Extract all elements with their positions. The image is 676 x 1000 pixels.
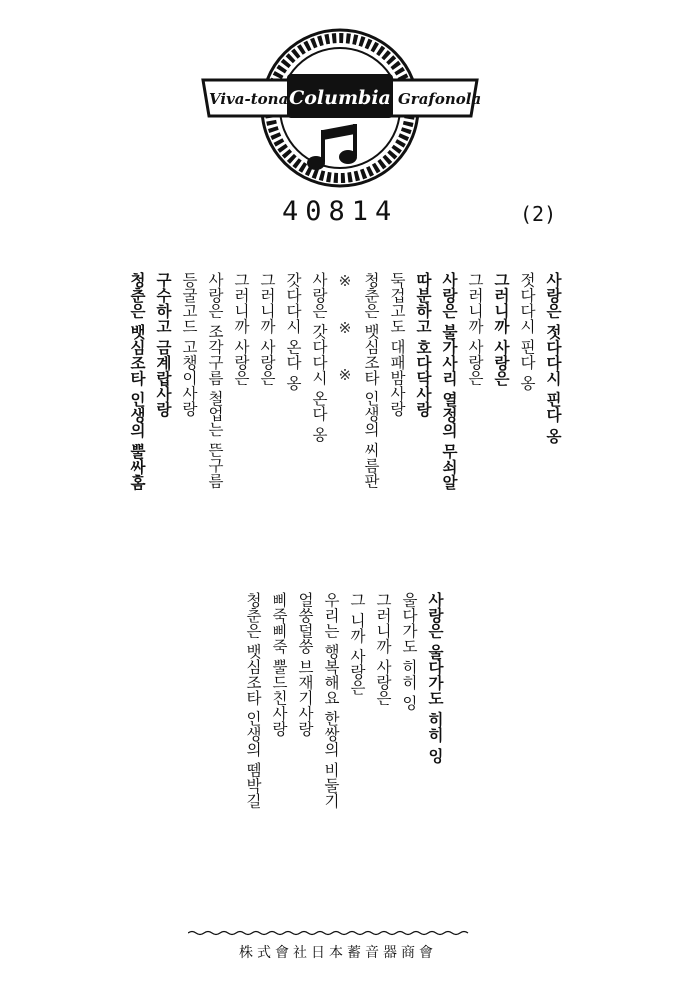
lyric-column: 그러니까 사랑은	[466, 272, 484, 386]
footer-divider	[188, 930, 470, 936]
lyric-column: 얼쑹덜쑹 브재기사랑	[296, 592, 314, 737]
lyric-column: 갓다다시 온다 옹	[284, 272, 302, 391]
lyric-column: 그 니까 사랑은	[348, 592, 366, 695]
lyrics-bottom-block	[234, 592, 442, 808]
lyric-column: 그러니까 사랑은	[258, 272, 276, 386]
lyric-column: 울다가도 히히 잉	[400, 592, 418, 711]
lyric-column: 청춘은 뱃심조타 인생의 뗌박길	[244, 592, 262, 809]
lyric-column: 청춘은 뱃심조타 인생의 씨름판	[362, 272, 380, 489]
lyric-column: 그러니까 사랑은	[232, 272, 250, 386]
lyric-column: 젓다다시 핀다 옹	[518, 272, 536, 391]
lyric-column: 그러니까 사랑은	[492, 272, 510, 386]
columbia-logo	[195, 22, 485, 190]
lyric-column: 사랑은 울다가도 히히 잉	[426, 592, 444, 764]
lyric-column: 그러니까 사랑은	[374, 592, 392, 706]
lyrics-top-block	[118, 272, 560, 490]
section-marks: ※ ※ ※	[336, 272, 354, 396]
lyric-column: 따분하고 호다닥사랑	[414, 272, 432, 417]
side-number: (2)	[520, 202, 557, 226]
logo-left-text: Viva-tonal	[209, 90, 294, 108]
lyric-column: 사랑은 조각구름 철업는 뜬구름	[206, 272, 224, 489]
logo-graphic	[195, 22, 485, 190]
lyric-column: 구수하고 금계랍사랑	[154, 272, 172, 417]
lyric-column: 삐죽삐죽 뿔드친사랑	[270, 592, 288, 737]
lyric-column: 청춘은 뱃심조타 인생의 뿔싸홈	[128, 272, 146, 490]
lyric-column: 사랑은 불가사리 열정의 무쇠알	[440, 272, 458, 490]
lyric-column: 사랑은 젓다다시 핀다 옹	[544, 272, 562, 444]
lyric-column: 등굴고드 고챙이사랑	[180, 272, 198, 417]
lyric-column: 둑겁고도 대패밤사랑	[388, 272, 406, 417]
logo-center-text: Columbia	[289, 87, 391, 109]
lyric-column: 사랑은 갓다다시 온다 옹	[310, 272, 328, 442]
record-number: 40814	[282, 196, 399, 227]
logo-right-text: Grafonola	[398, 90, 482, 108]
lyric-column: 우리는 행복해요 한쌍의 비둘기	[322, 592, 340, 809]
publisher-name: 株式會社日本蓄音器商會	[239, 945, 437, 961]
